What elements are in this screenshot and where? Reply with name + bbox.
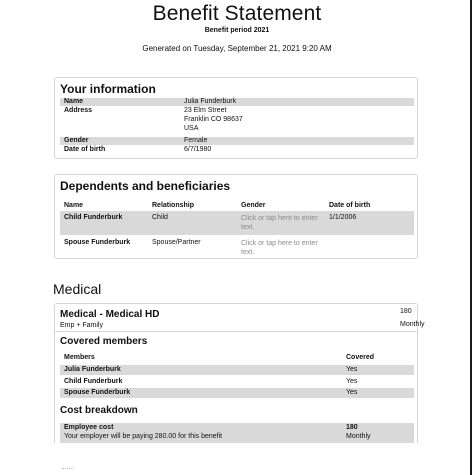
- dependent-gender-placeholder[interactable]: Click or tap here to enter text.: [241, 215, 318, 231]
- col-gender: Gender: [241, 202, 266, 209]
- plan-frequency: Monthly: [400, 321, 425, 328]
- info-row-address: [60, 107, 414, 139]
- dependent-name: Child Funderburk: [64, 214, 123, 221]
- member-name: Child Funderburk: [64, 378, 123, 385]
- members-col-label: Members: [64, 354, 95, 361]
- address-line1: 23 Elm Street: [184, 107, 227, 114]
- coverage-level: Emp + Family: [60, 322, 103, 329]
- benefit-period: Benefit period 2021: [204, 27, 270, 34]
- member-covered: Yes: [346, 366, 358, 373]
- gender-value: Female: [184, 137, 208, 144]
- divider: [55, 331, 417, 332]
- table-row: [60, 236, 414, 258]
- address-line3: USA: [184, 125, 199, 132]
- medical-section-heading: Medical: [53, 281, 102, 297]
- dob-label: Date of birth: [64, 146, 106, 153]
- dob-value: 6/7/1980: [184, 146, 212, 153]
- employee-cost-value: 180: [346, 424, 358, 431]
- your-information-card: [54, 77, 418, 159]
- covered-col-label: Covered: [346, 354, 375, 361]
- table-row: [60, 211, 414, 235]
- dependent-relationship: Child: [152, 214, 168, 221]
- info-row-dob: [60, 146, 414, 154]
- table-row: [60, 377, 414, 387]
- member-covered: Yes: [346, 389, 358, 396]
- table-row: [60, 388, 414, 398]
- dependent-relationship: Spouse/Partner: [152, 239, 201, 246]
- info-row-name: [60, 98, 414, 106]
- dependent-gender-placeholder[interactable]: Click or tap here to enter text.: [241, 240, 318, 256]
- dependent-dob: 1/1/2006: [329, 214, 357, 221]
- page-edge-rule: [470, 0, 472, 475]
- name-label: Name: [64, 98, 84, 105]
- page-footer-mark: [62, 468, 74, 470]
- page-title: Benefit Statement: [152, 2, 322, 25]
- members-table-header: [60, 353, 414, 363]
- employer-frequency: Monthly: [346, 433, 371, 440]
- dependents-card: [54, 174, 418, 259]
- cost-breakdown-heading: Cost breakdown: [60, 405, 138, 416]
- gender-label: Gender: [64, 137, 89, 144]
- cost-breakdown-box: [60, 423, 414, 443]
- col-relationship: Relationship: [152, 202, 195, 209]
- table-row: [60, 365, 414, 375]
- employer-contribution-text: Your employer will be paying 280.00 for this benefit: [64, 433, 223, 440]
- address-label: Address: [64, 107, 93, 114]
- member-covered: Yes: [346, 378, 358, 385]
- member-name: Spouse Funderburk: [64, 389, 131, 396]
- member-name: Julia Funderburk: [64, 366, 121, 373]
- col-name: Name: [64, 202, 84, 209]
- col-dob: Date of birth: [329, 202, 371, 209]
- employee-cost-label: Employee cost: [64, 424, 114, 431]
- generated-timestamp: Generated on Tuesday, September 21, 2021 9:20 AM: [142, 44, 332, 53]
- medical-plan-value: 180: [400, 308, 412, 315]
- name-value: Julia Funderburk: [184, 98, 237, 105]
- dependents-heading: Dependents and beneficiaries: [60, 179, 231, 193]
- dependent-name: Spouse Funderburk: [64, 239, 131, 246]
- medical-plan-name: Medical - Medical HD: [60, 309, 160, 320]
- info-row-gender: [60, 137, 414, 145]
- covered-members-heading: Covered members: [60, 336, 148, 347]
- your-information-heading: Your information: [60, 82, 156, 96]
- address-line2: Franklin CO 98637: [184, 116, 243, 123]
- medical-card: [54, 303, 425, 443]
